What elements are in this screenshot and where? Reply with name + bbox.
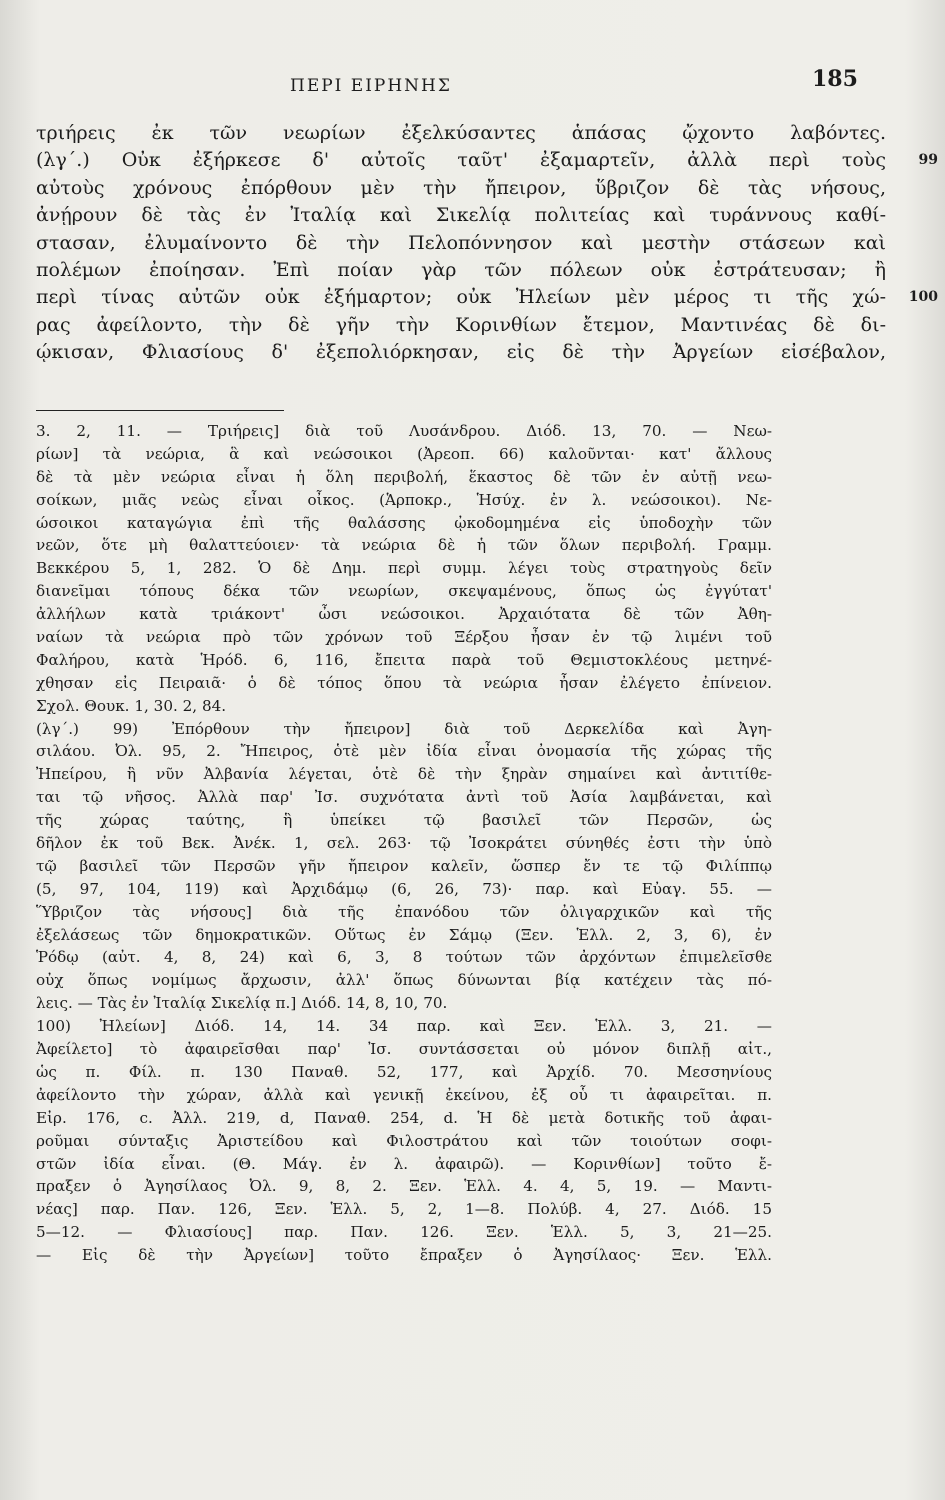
- text-line: στασαν, ἐλυμαίνοντο δὲ τὴν Πελοπόννησον καὶ μεστὴν στάσεων καὶ: [36, 231, 886, 254]
- text-line: αὐτοὺς χρόνους ἐπόρθουν μὲν τὴν ἤπειρον, ὕβριζον δὲ τὰς νήσους,: [36, 176, 886, 199]
- note-line: οὐχ ὅπως νομίμως ἄρχωσιν, ἀλλ' ὅπως δύνωνται βίᾳ κατέχειν τὰς πό-: [36, 971, 772, 990]
- note-line: ἀφείλοντο τὴν χώραν, ἀλλὰ καὶ γενικῇ ἐκείνου, ἐξ οὗ τι ἀφαιρεῖται. π.: [36, 1085, 772, 1104]
- note-line: σιλάου. Ὀλ. 95, 2. Ἤπειρος, ὁτὲ μὲν ἰδία εἶναι ὀνομασία τῆς χώρας τῆς: [36, 742, 772, 761]
- text-line: (λγ΄.) Οὐκ ἐξήρκεσε δ' αὐτοῖς ταῦτ' ἐξαμαρτεῖν, ἀλλὰ περὶ τοὺς: [36, 149, 886, 172]
- note-line: ροῦμαι σύνταξις Ἀριστείδου καὶ Φιλοστράτου καὶ τῶν τοιούτων σοφι-: [36, 1131, 772, 1150]
- note-line: λεις. — Τὰς ἐν Ἰταλίᾳ Σικελίᾳ π.] Διόδ. 14, 8, 10, 70.: [36, 994, 448, 1013]
- note-line: πραξεν ὁ Ἀγησίλαος Ὀλ. 9, 8, 2. Ξεν. Ἑλλ. 4. 4, 5, 19. — Μαντι-: [36, 1177, 772, 1196]
- note-line: Εἰρ. 176, c. Ἀλλ. 219, d, Παναθ. 254, d. Ἡ δὲ μετὰ δοτικῆς τοῦ ἀφαι-: [36, 1108, 772, 1127]
- note-line: ἀλλήλων κατὰ τριάκοντ' ὦσι νεώσοικοι. Ἀρχαιότατα δὲ τῶν Ἀθη-: [36, 605, 772, 624]
- text-line: τριήρεις ἐκ τῶν νεωρίων ἐξελκύσαντες ἁπάσας ᾤχοντο λαβόντες.: [36, 122, 886, 144]
- note-line: — Εἰς δὲ τὴν Ἀργείων] τοῦτο ἔπραξεν ὁ Ἀγησίλαος· Ξεν. Ἑλλ.: [36, 1246, 772, 1265]
- note-line: ται τῷ νῆσος. Ἀλλὰ παρ' Ἰσ. συχνότατα ἀντὶ τοῦ Ἀσία λαμβάνεται, καὶ: [36, 788, 772, 807]
- note-line: νεῶν, ὅτε μὴ θαλαττεύοιεν· τὰ νεώρια δὲ ἡ τῶν ὅλων περιβολή. Γραμμ.: [36, 536, 772, 555]
- note-line: Ῥόδῳ (αὐτ. 4, 8, 24) καὶ 6, 3, 8 τούτων τῶν ἀρχόντων ἐπιμελεῖσθε: [36, 948, 772, 967]
- note-line: ναίων τὰ νεώρια πρὸ τῶν χρόνων τοῦ Ξέρξου ἦσαν ἐν τῷ λιμένι τοῦ: [36, 628, 772, 647]
- main-text: [36, 120, 938, 367]
- note-line: 100) Ἠλείων] Διόδ. 14, 14. 34 παρ. καὶ Ξεν. Ἑλλ. 3, 21. —: [36, 1017, 772, 1036]
- note-line: ἐξελάσεως τῶν δημοκρατικῶν. Οὕτως ἐν Σάμῳ (Ξεν. Ἑλλ. 2, 3, 6), ἐν: [36, 925, 772, 944]
- note-line: διανεῖμαι τόπους δέκα τῶν νεωρίων, σκεψαμένους, ὅπως ὡς ἐγγύτατ': [36, 582, 772, 601]
- note-line: 5—12. — Φλιασίους] παρ. Παν. 126. Ξεν. Ἑλλ. 5, 3, 21—25.: [36, 1223, 772, 1242]
- running-title: ΠΕΡΙ ΕΙΡΗΝΗΣ: [290, 76, 452, 96]
- margin-section-number: 100: [908, 289, 938, 306]
- note-line: τῷ βασιλεῖ τῶν Περσῶν γῆν ἤπειρον καλεῖν, ὥσπερ ἔν τε τῷ Φιλίππῳ: [36, 856, 772, 875]
- note-line: στῶν ἰδία εἶναι. (Θ. Μάγ. ἐν λ. ἀφαιρῶ). — Κορινθίων] τοῦτο ἔ-: [36, 1154, 772, 1173]
- note-line: τῆς χώρας ταύτης, ἣ ὑπείκει τῷ βασιλεῖ τῶν Περσῶν, ὡς: [36, 811, 772, 830]
- footnote-separator: [36, 410, 284, 411]
- page-number: 185: [812, 66, 858, 92]
- note-line: 3. 2, 11. — Τριήρεις] διὰ τοῦ Λυσάνδρου. Διόδ. 13, 70. — Νεω-: [36, 422, 772, 440]
- note-line: Ἀφείλετο] τὸ ἀφαιρεῖσθαι παρ' Ἰσ. συντάσσεται οὐ μόνον διπλῇ αἰτ.,: [36, 1040, 772, 1059]
- note-line: δὲ τὰ μὲν νεώρια εἶναι ἡ ὅλη περιβολή, ἕκαστος δὲ τῶν ἐν αὐτῇ νεω-: [36, 467, 772, 486]
- text-line: ρας ἀφείλοντο, τὴν δὲ γῆν τὴν Κορινθίων ἔτεμον, Μαντινέας δὲ δι-: [36, 313, 886, 336]
- text-line-with-margin: [36, 147, 938, 174]
- note-line: (λγ΄.) 99) Ἐπόρθουν τὴν ἤπειρον] διὰ τοῦ Δερκελίδα καὶ Ἀγη-: [36, 719, 772, 738]
- note-line: Φαλήρου, κατὰ Ἡρόδ. 6, 116, ἔπειτα παρὰ τοῦ Θεμιστοκλέους μετηνέ-: [36, 650, 772, 669]
- note-line: νέας] παρ. Παν. 126, Ξεν. Ἑλλ. 5, 2, 1—8. Πολύβ. 4, 27. Διόδ. 15: [36, 1200, 772, 1219]
- note-line: χθησαν εἰς Πειραιᾶ· ὁ δὲ τόπος ὅπου τὰ νεώρια ἦσαν ἐλέγετο ἐπίνειον.: [36, 673, 772, 692]
- note-line: σοίκων, μιᾶς νεὼς εἶναι οἶκος. (Ἁρποκρ., Ἡσύχ. ἐν λ. νεώσοικοι). Νε-: [36, 490, 772, 509]
- note-line: Ὕβριζον τὰς νήσους] διὰ τῆς ἐπανόδου τῶν ὀλιγαρχικῶν καὶ τῆς: [36, 902, 772, 921]
- text-line: περὶ τίνας αὐτῶν οὐκ ἐξήμαρτον; οὐκ Ἠλείων μὲν μέρος τι τῆς χώ-: [36, 286, 886, 309]
- note-line: ρίων] τὰ νεώρια, ἃ καὶ νεώσοικοι (Ἀρεοπ. 66) καλοῦνται· κατ' ἄλλους: [36, 444, 772, 463]
- text-line: πολέμων ἐποίησαν. Ἐπὶ ποίαν γὰρ τῶν πόλεων οὐκ ἐστράτευσαν; ἢ: [36, 258, 886, 281]
- note-line: ὡς π. Φίλ. π. 130 Παναθ. 52, 177, καὶ Ἀρχίδ. 70. Μεσσηνίους: [36, 1062, 772, 1081]
- margin-section-number: 99: [918, 152, 938, 169]
- note-line: Βεκκέρου 5, 1, 282. Ὁ δὲ Δημ. περὶ συμμ. λέγει τοὺς στρατηγοὺς δεῖν: [36, 559, 772, 578]
- text-line: ῴκισαν, Φλιασίους δ' ἐξεπολιόρκησαν, εἰς δὲ τὴν Ἀργείων εἰσέβαλον,: [36, 341, 886, 364]
- note-line: ώσοικοι καταγώγια ἐπὶ τῆς θαλάσσης ᾠκοδομημένα εἰς ὑποδοχὴν τῶν: [36, 513, 772, 532]
- note-line: Ἠπείρου, ἣ νῦν Ἀλβανία λέγεται, ὁτὲ δὲ τὴν ξηρὰν σημαίνει καὶ ἀντιτίθε-: [36, 765, 772, 784]
- text-line-with-margin: [36, 284, 938, 311]
- page-header: [0, 62, 945, 102]
- note-line: (5, 97, 104, 119) καὶ Ἀρχιδάμῳ (6, 26, 73)· παρ. καὶ Εὐαγ. 55. —: [36, 879, 772, 898]
- text-line: ἀνῄρουν δὲ τὰς ἐν Ἰταλίᾳ καὶ Σικελίᾳ πολιτείας καὶ τυράννους καθί-: [36, 204, 886, 227]
- note-line: Σχολ. Θουκ. 1, 30. 2, 84.: [36, 696, 227, 715]
- commentary-notes: [36, 420, 772, 1267]
- note-line: δῆλον ἐκ τοῦ Βεκ. Ἀνέκ. 1, σελ. 263· τῷ Ἰσοκράτει σύνηθές ἐστι τὴν ὑπὸ: [36, 834, 772, 853]
